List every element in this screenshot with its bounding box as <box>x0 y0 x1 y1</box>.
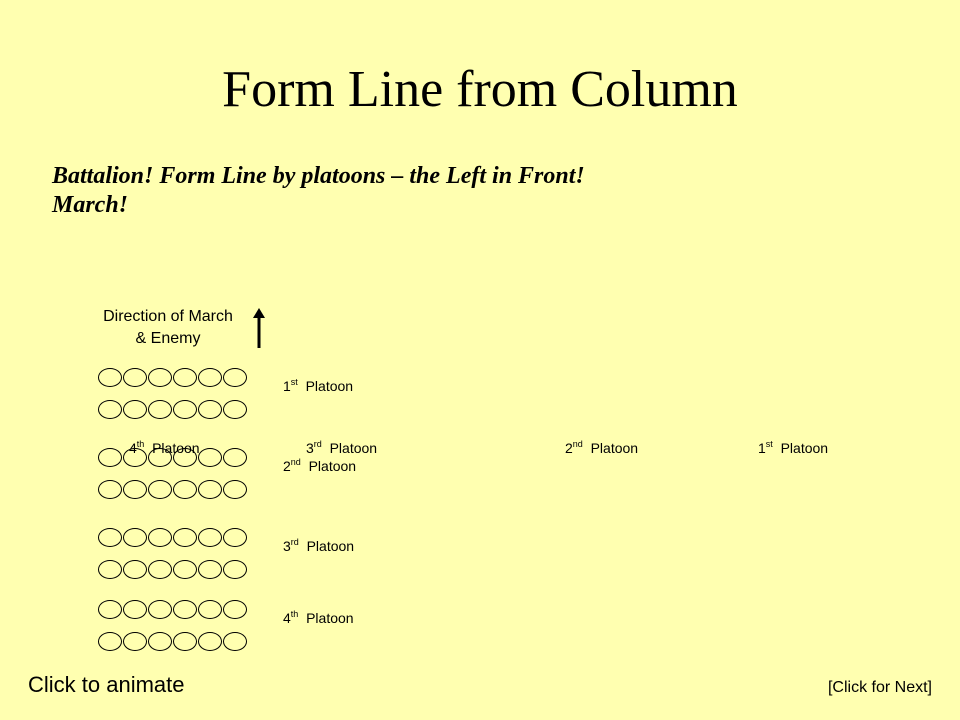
soldier-marker <box>198 560 222 579</box>
soldier-marker <box>173 400 197 419</box>
soldier-marker <box>223 560 247 579</box>
direction-line-2: & Enemy <box>135 330 201 347</box>
soldier-marker <box>198 400 222 419</box>
line-label-1st-platoon: 1st Platoon <box>758 439 829 456</box>
soldier-marker <box>173 632 197 651</box>
soldier-marker <box>123 480 147 499</box>
direction-arrow-icon <box>249 308 269 348</box>
soldier-marker <box>98 600 122 619</box>
soldier-marker <box>223 368 247 387</box>
command-line-2: March! <box>52 192 129 218</box>
soldier-marker <box>223 448 247 467</box>
soldier-marker <box>123 632 147 651</box>
soldier-rank <box>98 368 250 388</box>
soldier-marker <box>98 400 122 419</box>
soldier-marker <box>223 400 247 419</box>
soldier-marker <box>148 600 172 619</box>
soldier-marker <box>123 528 147 547</box>
column-label-1st-platoon: 1st Platoon <box>283 377 354 394</box>
column-label-2nd-platoon: 2nd Platoon <box>283 457 357 474</box>
soldier-marker <box>223 632 247 651</box>
soldier-marker <box>148 528 172 547</box>
soldier-marker <box>198 600 222 619</box>
direction-line-1: Direction of March <box>103 308 233 325</box>
soldier-marker <box>198 368 222 387</box>
command-line-1: Battalion! Form Line by platoons – the Left in Front! <box>52 163 585 189</box>
soldier-marker <box>223 600 247 619</box>
soldier-rank <box>98 480 250 500</box>
direction-of-march-label <box>86 306 250 350</box>
soldier-marker <box>148 480 172 499</box>
soldier-rank <box>98 400 250 420</box>
line-label-4th-platoon: 4th Platoon <box>129 439 200 456</box>
soldier-marker <box>173 480 197 499</box>
soldier-marker <box>173 368 197 387</box>
drill-command <box>52 162 872 220</box>
soldier-marker <box>198 528 222 547</box>
soldier-marker <box>123 400 147 419</box>
soldier-marker <box>173 600 197 619</box>
soldier-marker <box>173 528 197 547</box>
soldier-marker <box>148 400 172 419</box>
soldier-marker <box>198 480 222 499</box>
soldier-marker <box>98 632 122 651</box>
column-label-3rd-platoon: 3rd Platoon <box>283 537 355 554</box>
next-slide-link[interactable]: [Click for Next] <box>827 679 932 696</box>
soldier-rank <box>98 528 250 548</box>
soldier-marker <box>198 448 222 467</box>
line-label-2nd-platoon: 2nd Platoon <box>565 439 639 456</box>
soldier-rank <box>98 560 250 580</box>
soldier-marker <box>123 368 147 387</box>
soldier-rank <box>98 632 250 652</box>
soldier-marker <box>98 448 122 467</box>
soldier-marker <box>198 632 222 651</box>
soldier-marker <box>148 560 172 579</box>
soldier-marker <box>98 480 122 499</box>
soldier-marker <box>173 560 197 579</box>
soldier-marker <box>148 632 172 651</box>
soldier-marker <box>148 368 172 387</box>
soldier-marker <box>223 528 247 547</box>
soldier-marker <box>123 560 147 579</box>
soldier-marker <box>98 368 122 387</box>
slide-title: Form Line from Column <box>222 61 738 118</box>
click-to-animate-button[interactable]: Click to animate <box>28 672 185 697</box>
soldier-marker <box>98 528 122 547</box>
soldier-rank <box>98 600 250 620</box>
column-label-4th-platoon: 4th Platoon <box>283 609 354 626</box>
soldier-marker <box>123 600 147 619</box>
soldier-marker <box>223 480 247 499</box>
soldier-marker <box>98 560 122 579</box>
line-label-3rd-platoon: 3rd Platoon <box>306 439 378 456</box>
